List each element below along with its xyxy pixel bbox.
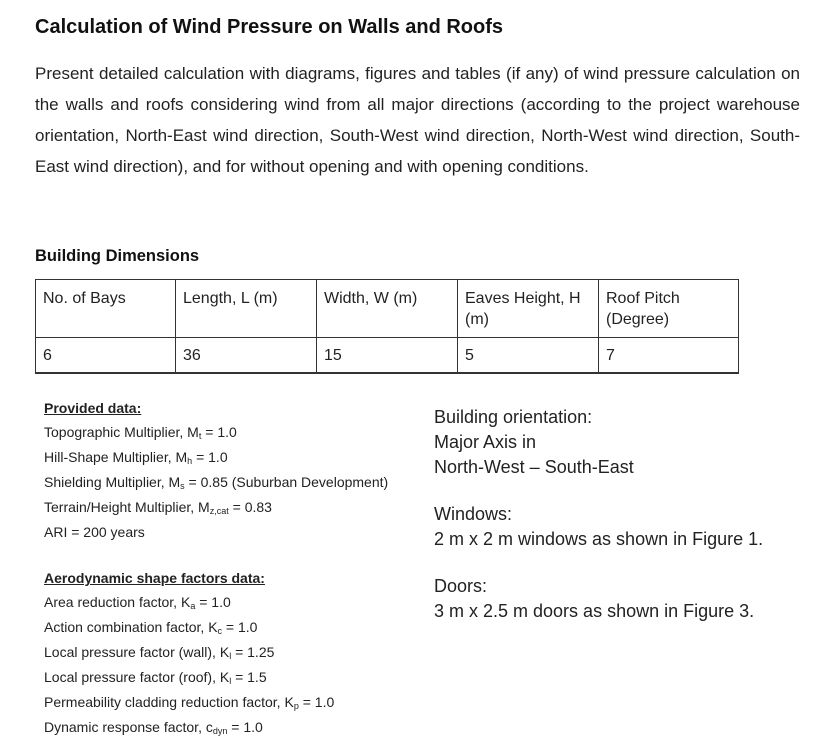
orientation-line-2: North-West – South-East — [434, 457, 634, 477]
header-roof-pitch: Roof Pitch (Degree) — [599, 280, 739, 338]
shielding-multiplier: Shielding Multiplier, $M_s = 0.85$ (Suburban Development) — [44, 474, 389, 491]
header-width: Width, W (m) — [317, 280, 458, 338]
hill-shape-multiplier: Hill-Shape Multiplier, $M_h = 1.0$ — [44, 449, 228, 466]
page-title: Calculation of Wind Pressure on Walls and Roofs — [35, 16, 504, 38]
permeability-cladding-factor: Permeability cladding reduction factor, $K_p = 1.0$ — [44, 694, 335, 711]
windows-heading: Windows: — [434, 504, 513, 524]
windows-text: 2 m x 2 m windows as shown in Figure 1. — [434, 529, 764, 549]
orientation-heading: Building orientation: — [434, 407, 593, 427]
header-length: Length, L (m) — [176, 280, 317, 338]
value-no-of-bays: 6 — [36, 338, 176, 374]
dynamic-response-factor: Dynamic response factor, $c_{dyn} = 1.0$ — [44, 719, 263, 736]
aero-data-heading: Aerodynamic shape factors data: — [44, 570, 265, 586]
doors-text: 3 m x 2.5 m doors as shown in Figure 3. — [434, 601, 755, 621]
building-dimensions-table — [35, 279, 739, 374]
doors-heading: Doors: — [434, 576, 488, 596]
local-pressure-factor-wall: Local pressure factor (wall), $K_l = 1.25$ — [44, 644, 275, 661]
value-width: 15 — [317, 338, 458, 374]
intro-paragraph: Present detailed calculation with diagrams, figures and tables (if any) of wind pressure calculation on the walls and roofs considering wind from all major directions (according to the project warehouse orientation, North-East wind direction, South-West wind direction, North-West wind direction, South-East wind direction), and for without opening and with opening conditions. — [35, 64, 800, 176]
orientation-line-1: Major Axis in — [434, 432, 537, 452]
header-no-of-bays: No. of Bays — [36, 280, 176, 338]
area-reduction-factor: Area reduction factor, $K_a = 1.0$ — [44, 594, 231, 611]
provided-data-column — [44, 398, 424, 743]
provided-data-heading: Provided data: — [44, 400, 142, 416]
table-row — [36, 338, 739, 374]
action-combination-factor: Action combination factor, $K_c = 1.0$ — [44, 619, 258, 636]
ari-value: ARI = 200 years — [44, 524, 145, 540]
local-pressure-factor-roof: Local pressure factor (roof), $K_l = 1.5$ — [44, 669, 267, 686]
value-length: 36 — [176, 338, 317, 374]
value-roof-pitch: 7 — [599, 338, 739, 374]
orientation-column — [434, 405, 824, 624]
terrain-height-multiplier: Terrain/Height Multiplier, $M_{z,cat} = 0.83$ — [44, 499, 272, 516]
table-header-row — [36, 280, 739, 338]
header-eaves-height: Eaves Height, H (m) — [458, 280, 599, 338]
building-dimensions-heading: Building Dimensions — [35, 247, 200, 265]
value-eaves-height: 5 — [458, 338, 599, 374]
topographic-multiplier: Topographic Multiplier, $M_t = 1.0$ — [44, 424, 237, 441]
